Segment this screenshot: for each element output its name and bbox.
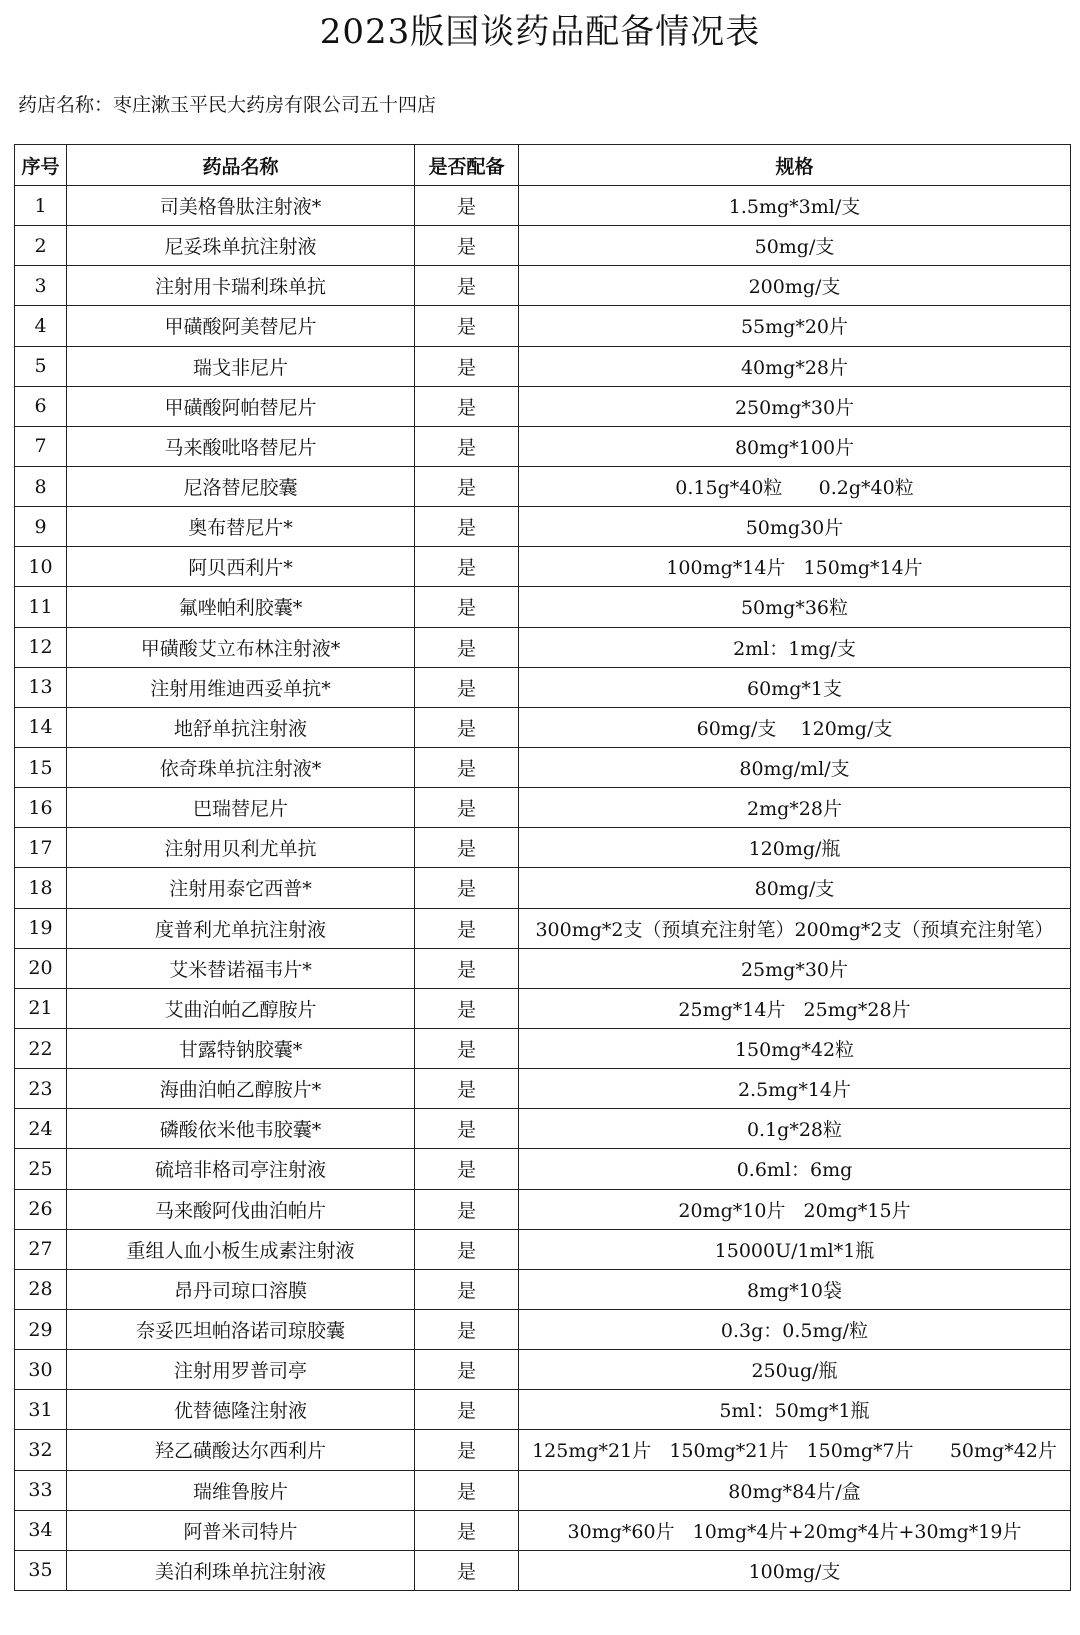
row-drug-name: 硫培非格司亭注射液 [67,1149,415,1189]
row-index: 15 [15,747,67,787]
row-spec: 250mg*30片 [519,386,1071,426]
row-index: 32 [15,1430,67,1470]
row-spec: 0.15g*40粒 0.2g*40粒 [519,466,1071,506]
row-spec: 30mg*60片 10mg*4片+20mg*4片+30mg*19片 [519,1510,1071,1550]
row-spec: 25mg*14片 25mg*28片 [519,988,1071,1028]
row-equipped: 是 [415,1550,519,1590]
row-drug-name: 阿普米司特片 [67,1510,415,1550]
table-row [15,306,1071,346]
row-spec: 120mg/瓶 [519,828,1071,868]
row-spec: 0.1g*28粒 [519,1109,1071,1149]
header-index: 序号 [15,145,67,186]
row-drug-name: 氟唑帕利胶囊* [67,587,415,627]
row-index: 1 [15,186,67,226]
row-equipped: 是 [415,1189,519,1229]
row-drug-name: 美泊利珠单抗注射液 [67,1550,415,1590]
row-drug-name: 度普利尤单抗注射液 [67,908,415,948]
row-index: 5 [15,346,67,386]
table-row [15,908,1071,948]
row-spec: 15000U/1ml*1瓶 [519,1229,1071,1269]
row-equipped: 是 [415,627,519,667]
table-row [15,386,1071,426]
row-drug-name: 奈妥匹坦帕洛诺司琼胶囊 [67,1309,415,1349]
store-line [18,90,436,120]
row-spec: 60mg*1支 [519,667,1071,707]
row-spec: 1.5mg*3ml/支 [519,186,1071,226]
row-drug-name: 注射用泰它西普* [67,868,415,908]
table-row [15,1350,1071,1390]
row-drug-name: 甲磺酸艾立布林注射液* [67,627,415,667]
row-index: 25 [15,1149,67,1189]
row-drug-name: 尼妥珠单抗注射液 [67,226,415,266]
table-row [15,627,1071,667]
row-equipped: 是 [415,868,519,908]
table-body [15,186,1071,1591]
row-spec: 80mg/支 [519,868,1071,908]
row-equipped: 是 [415,1028,519,1068]
row-index: 24 [15,1109,67,1149]
row-equipped: 是 [415,788,519,828]
row-spec: 40mg*28片 [519,346,1071,386]
row-equipped: 是 [415,306,519,346]
row-index: 12 [15,627,67,667]
row-equipped: 是 [415,186,519,226]
row-index: 27 [15,1229,67,1269]
row-spec: 80mg*84片/盒 [519,1470,1071,1510]
row-spec: 25mg*30片 [519,948,1071,988]
row-spec: 125mg*21片 150mg*21片 150mg*7片 50mg*42片 [519,1430,1071,1470]
row-drug-name: 海曲泊帕乙醇胺片* [67,1069,415,1109]
row-index: 23 [15,1069,67,1109]
table-row [15,1109,1071,1149]
row-equipped: 是 [415,1430,519,1470]
row-index: 21 [15,988,67,1028]
row-equipped: 是 [415,346,519,386]
row-index: 29 [15,1309,67,1349]
row-drug-name: 阿贝西利片* [67,547,415,587]
store-name: 枣庄漱玉平民大药房有限公司五十四店 [113,94,437,116]
row-equipped: 是 [415,1510,519,1550]
table-row [15,346,1071,386]
table-row [15,1430,1071,1470]
table-row [15,507,1071,547]
row-drug-name: 巴瑞替尼片 [67,788,415,828]
row-index: 35 [15,1550,67,1590]
row-index: 26 [15,1189,67,1229]
row-drug-name: 注射用罗普司亭 [67,1350,415,1390]
row-index: 17 [15,828,67,868]
row-drug-name: 马来酸吡咯替尼片 [67,426,415,466]
table-row [15,1470,1071,1510]
table-row [15,1269,1071,1309]
row-equipped: 是 [415,1269,519,1309]
row-spec: 150mg*42粒 [519,1028,1071,1068]
row-drug-name: 奥布替尼片* [67,507,415,547]
row-drug-name: 甲磺酸阿帕替尼片 [67,386,415,426]
row-spec: 50mg*36粒 [519,587,1071,627]
row-index: 3 [15,266,67,306]
row-spec: 2.5mg*14片 [519,1069,1071,1109]
row-index: 28 [15,1269,67,1309]
row-spec: 250ug/瓶 [519,1350,1071,1390]
row-equipped: 是 [415,587,519,627]
table-row [15,466,1071,506]
row-drug-name: 马来酸阿伐曲泊帕片 [67,1189,415,1229]
row-index: 18 [15,868,67,908]
row-equipped: 是 [415,908,519,948]
row-index: 6 [15,386,67,426]
row-index: 33 [15,1470,67,1510]
row-equipped: 是 [415,1350,519,1390]
table-row [15,186,1071,226]
row-spec: 8mg*10袋 [519,1269,1071,1309]
table-row [15,1229,1071,1269]
row-index: 14 [15,707,67,747]
table-row [15,1189,1071,1229]
row-index: 8 [15,466,67,506]
row-index: 2 [15,226,67,266]
row-drug-name: 甲磺酸阿美替尼片 [67,306,415,346]
row-equipped: 是 [415,1109,519,1149]
table-row [15,1309,1071,1349]
row-spec: 0.3g：0.5mg/粒 [519,1309,1071,1349]
table-row [15,266,1071,306]
row-spec: 60mg/支 120mg/支 [519,707,1071,747]
table-row [15,226,1071,266]
row-spec: 2mg*28片 [519,788,1071,828]
row-equipped: 是 [415,466,519,506]
row-equipped: 是 [415,828,519,868]
row-index: 16 [15,788,67,828]
row-index: 9 [15,507,67,547]
table-row [15,868,1071,908]
table-row [15,828,1071,868]
row-index: 10 [15,547,67,587]
row-equipped: 是 [415,1149,519,1189]
row-drug-name: 昂丹司琼口溶膜 [67,1269,415,1309]
row-index: 31 [15,1390,67,1430]
row-drug-name: 注射用维迪西妥单抗* [67,667,415,707]
row-index: 19 [15,908,67,948]
row-equipped: 是 [415,426,519,466]
header-drug-name: 药品名称 [67,145,415,186]
table-row [15,1550,1071,1590]
header-spec: 规格 [519,145,1071,186]
table-header-row [15,145,1071,186]
row-index: 11 [15,587,67,627]
row-drug-name: 注射用卡瑞利珠单抗 [67,266,415,306]
row-drug-name: 注射用贝利尤单抗 [67,828,415,868]
row-index: 22 [15,1028,67,1068]
row-drug-name: 依奇珠单抗注射液* [67,747,415,787]
row-equipped: 是 [415,1390,519,1430]
row-spec: 200mg/支 [519,266,1071,306]
row-equipped: 是 [415,747,519,787]
table-row [15,667,1071,707]
row-equipped: 是 [415,1309,519,1349]
row-equipped: 是 [415,707,519,747]
store-label: 药店名称： [18,94,114,116]
row-index: 13 [15,667,67,707]
row-spec: 50mg30片 [519,507,1071,547]
row-equipped: 是 [415,667,519,707]
table-row [15,547,1071,587]
row-drug-name: 司美格鲁肽注射液* [67,186,415,226]
row-equipped: 是 [415,948,519,988]
row-equipped: 是 [415,547,519,587]
row-drug-name: 尼洛替尼胶囊 [67,466,415,506]
page-title: 2023版国谈药品配备情况表 [319,12,761,52]
row-equipped: 是 [415,1229,519,1269]
row-spec: 80mg*100片 [519,426,1071,466]
row-spec: 0.6ml：6mg [519,1149,1071,1189]
table-row [15,1510,1071,1550]
drug-table [14,144,1071,1591]
row-drug-name: 地舒单抗注射液 [67,707,415,747]
row-drug-name: 艾米替诺福韦片* [67,948,415,988]
row-index: 34 [15,1510,67,1550]
table-row [15,1390,1071,1430]
table-row [15,1069,1071,1109]
row-equipped: 是 [415,386,519,426]
row-spec: 80mg/ml/支 [519,747,1071,787]
row-drug-name: 瑞戈非尼片 [67,346,415,386]
row-drug-name: 甘露特钠胶囊* [67,1028,415,1068]
table-row [15,788,1071,828]
table-row [15,1149,1071,1189]
row-spec: 300mg*2支（预填充注射笔）200mg*2支（预填充注射笔） [519,908,1071,948]
row-spec: 100mg/支 [519,1550,1071,1590]
row-drug-name: 重组人血小板生成素注射液 [67,1229,415,1269]
row-spec: 50mg/支 [519,226,1071,266]
row-drug-name: 磷酸依米他韦胶囊* [67,1109,415,1149]
row-spec: 5ml：50mg*1瓶 [519,1390,1071,1430]
row-spec: 20mg*10片 20mg*15片 [519,1189,1071,1229]
table-row [15,988,1071,1028]
table-row [15,587,1071,627]
header-equipped: 是否配备 [415,145,519,186]
row-spec: 55mg*20片 [519,306,1071,346]
table-row [15,1028,1071,1068]
row-equipped: 是 [415,507,519,547]
row-equipped: 是 [415,266,519,306]
row-spec: 2ml：1mg/支 [519,627,1071,667]
row-equipped: 是 [415,988,519,1028]
row-drug-name: 瑞维鲁胺片 [67,1470,415,1510]
row-index: 4 [15,306,67,346]
row-drug-name: 艾曲泊帕乙醇胺片 [67,988,415,1028]
table-row [15,948,1071,988]
row-equipped: 是 [415,226,519,266]
row-drug-name: 羟乙磺酸达尔西利片 [67,1430,415,1470]
table-row [15,426,1071,466]
table-row [15,707,1071,747]
row-equipped: 是 [415,1470,519,1510]
table-row [15,747,1071,787]
row-index: 30 [15,1350,67,1390]
row-index: 20 [15,948,67,988]
row-index: 7 [15,426,67,466]
row-spec: 100mg*14片 150mg*14片 [519,547,1071,587]
row-equipped: 是 [415,1069,519,1109]
row-drug-name: 优替德隆注射液 [67,1390,415,1430]
